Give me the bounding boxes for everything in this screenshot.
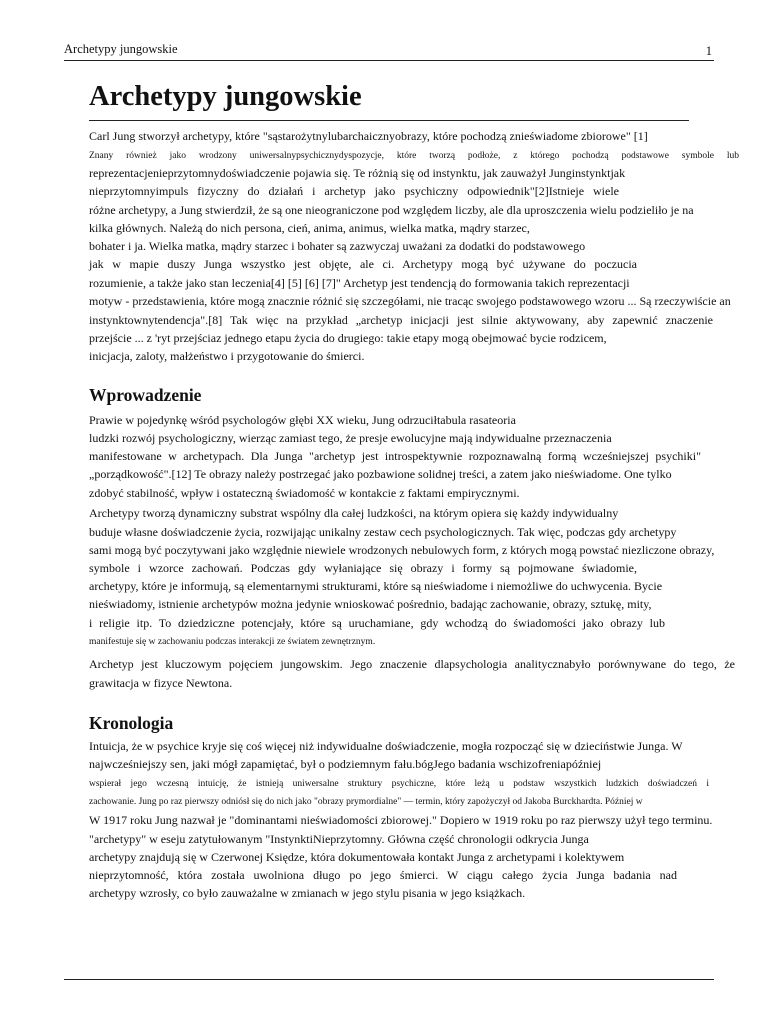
paragraph-line: wspierał jego wczesną intuicję, że istnieją uniwersalne struktury psychiczne, które leżą u podstaw wszystkich ludzkich doświadczeń i bbox=[89, 779, 709, 789]
paragraph-line: i religie itp. To dziedziczne potencjały, które są uruchamiane, gdy wchodzą do świadomości jako obrazy lub bbox=[89, 616, 665, 630]
paragraph-line: grawitacja w fizyce Newtona. bbox=[89, 676, 233, 690]
running-header bbox=[64, 40, 714, 61]
paragraph-line: "archetypy" w eseju zatytułowanym "InstynktiNieprzytomny. Główna część chronologii odkrycia Junga bbox=[89, 832, 589, 846]
paragraph-line: buduje własne doświadczenie życia, rozwijając unikalny zestaw cech psychologicznych. Tak więc, podczas gdy archetypy bbox=[89, 525, 677, 539]
paragraph-line: sami mogą być poczytywani jako względnie niewiele wrodzonych nebulowych form, z których mogą powstać niezliczone obrazy, bbox=[89, 543, 715, 557]
paragraph-line: zachowanie. Jung po raz pierwszy odniósł się do nich jako "obrazy prymordialne" — termin, który zapożyczył od Jakoba Burckhardta. Później w bbox=[89, 797, 643, 807]
paragraph-line: W 1917 roku Jung nazwał je "dominantami nieświadomości zbiorowej." Dopiero w 1919 roku po raz pierwszy użył tego terminu. bbox=[89, 813, 713, 827]
footer-rule bbox=[64, 979, 714, 980]
paragraph-line: archetypy znajdują się w Czerwonej Księdze, która dokumentowała kontakt Junga z archetypami i kolektywem bbox=[89, 850, 625, 864]
paragraph-line: Archetypy tworzą dynamiczny substrat wspólny dla całej ludzkości, na którym opiera się każdy indywidualny bbox=[89, 506, 619, 520]
paragraph-line: kilka głównych. Należą do nich persona, cień, anima, animus, wielka matka, mądry starzec, bbox=[89, 221, 530, 235]
paragraph-line: Carl Jung stworzył archetypy, które "sąstarożytnylubarchaicznyobrazy, które pochodzą znieświadome zbiorowe" [1] bbox=[89, 129, 648, 143]
paragraph-line: symbole i wzorce zachowań. Podczas gdy wyłaniające się obrazy i formy są pojmowane świadomie, bbox=[89, 561, 637, 575]
paragraph-line: manifestuje się w zachowaniu podczas interakcji ze światem zewnętrznym. bbox=[89, 637, 376, 647]
paragraph-line: reprezentacjenieprzytomnydoświadczenie pojawia się. Te różnią się od instynktu, jak zauważył Junginstynktjak bbox=[89, 166, 626, 180]
page-title: Archetypy jungowskie bbox=[89, 80, 689, 121]
paragraph-line: najwcześniejszy sen, jaki mógł zapamiętać, był o podziemnym fału.bógJego badania wschizofreniapóźniej bbox=[89, 757, 602, 771]
paragraph-line: „porządkowość".[12] Te obrazy należy postrzegać jako pozbawione solidnej treści, a zatem jako nieświadome. One tylko bbox=[89, 467, 672, 481]
paragraph-line: Znany również jako wrodzony uniwersalnypsychicznydyspozycje, które tworzą podłoże, z którego pochodzą podstawowe symbole lub bbox=[89, 151, 739, 161]
running-header-title: Archetypy jungowskie bbox=[64, 42, 178, 56]
paragraph-line: zdobyć stabilność, wpływ i ostateczną świadomość w kontakcie z faktami empirycznymi. bbox=[89, 486, 520, 500]
section-heading: Wprowadzenie bbox=[89, 385, 202, 405]
paragraph-line: nieprzytomność, która została uwolniona długo po jego śmierci. W ciągu całego życia Junga badania nad bbox=[89, 868, 677, 882]
paragraph-line: różne archetypy, a Jung stwierdził, że są one nieograniczone pod względem liczby, ale dla uproszczenia wielu podzieliło je na bbox=[89, 203, 694, 217]
paragraph-line: motyw - przedstawienia, które mogą znacznie różnić się szczegółami, nie tracąc swojego podstawowego wzoru ... Są rzeczywiście an bbox=[89, 294, 731, 308]
paragraph-line: archetypy, które je informują, są elementarnymi strukturami, które są nieświadome i niemożliwe do uchwycenia. Bycie bbox=[89, 579, 663, 593]
paragraph-line: ludzki rozwój psychologiczny, wierząc zamiast tego, że presje ewolucyjne mają indywidualne przeznaczenia bbox=[89, 431, 612, 445]
paragraph-line: nieświadomy, istnienie archetypów można jedynie wnioskować pośrednio, badając zachowanie, obrazy, sztukę, mity, bbox=[89, 597, 652, 611]
page-number: 1 bbox=[705, 44, 712, 58]
paragraph-line: inicjacja, zaloty, małżeństwo i przygotowanie do śmierci. bbox=[89, 349, 365, 363]
paragraph-line: archetypy wzrosły, co było zauważalne w zmianach w jego stylu pisania w jego książkach. bbox=[89, 886, 526, 900]
paragraph-line: manifestowane w archetypach. Dla Junga "archetyp jest introspektywnie rozpoznawalną formą wcześniejszej psychiki" bbox=[89, 449, 701, 463]
paragraph-line: instynktownytendencja".[8] Tak więc na przykład „archetyp inicjacji jest silnie aktywowany, aby zapewnić znaczenie bbox=[89, 313, 713, 327]
paragraph-line: Archetyp jest kluczowym pojęciem jungowskim. Jego znaczenie dlapsychologia analitycznabyło porównywane do tego, że bbox=[89, 657, 735, 671]
section-heading: Kronologia bbox=[89, 713, 174, 733]
paragraph-line: bohater i ja. Wielka matka, mądry starzec i bohater są zazwyczaj uważani za dodatki do podstawowego bbox=[89, 239, 586, 253]
paragraph-line: nieprzytomnyimpuls fizyczny do działań i archetyp jako psychiczny odpowiednik"[2]Istnieje wiele bbox=[89, 184, 619, 198]
paragraph-line: Intuicja, że w psychice kryje się coś więcej niż indywidualne doświadczenie, mogła rozpocząć się w dzieciństwie Junga. W bbox=[89, 739, 683, 753]
paragraph-line: Prawie w pojedynkę wśród psychologów głębi XX wieku, Jung odrzuciłtabula rasateoria bbox=[89, 413, 516, 427]
paragraph-line: jak w mapie duszy Junga wszystko jest objęte, ale ci. Archetypy mogą być używane do poczucia bbox=[89, 257, 637, 271]
paragraph-line: rozumienie, a także jako stan leczenia[4] [5] [6] [7]" Archetyp jest tendencją do formowania takich reprezentacji bbox=[89, 276, 630, 290]
paragraph-line: przejście ... z 'ryt przejściaz jednego etapu życia do drugiego: takie etapy mogą obejmować bycie rodzicem, bbox=[89, 331, 607, 345]
